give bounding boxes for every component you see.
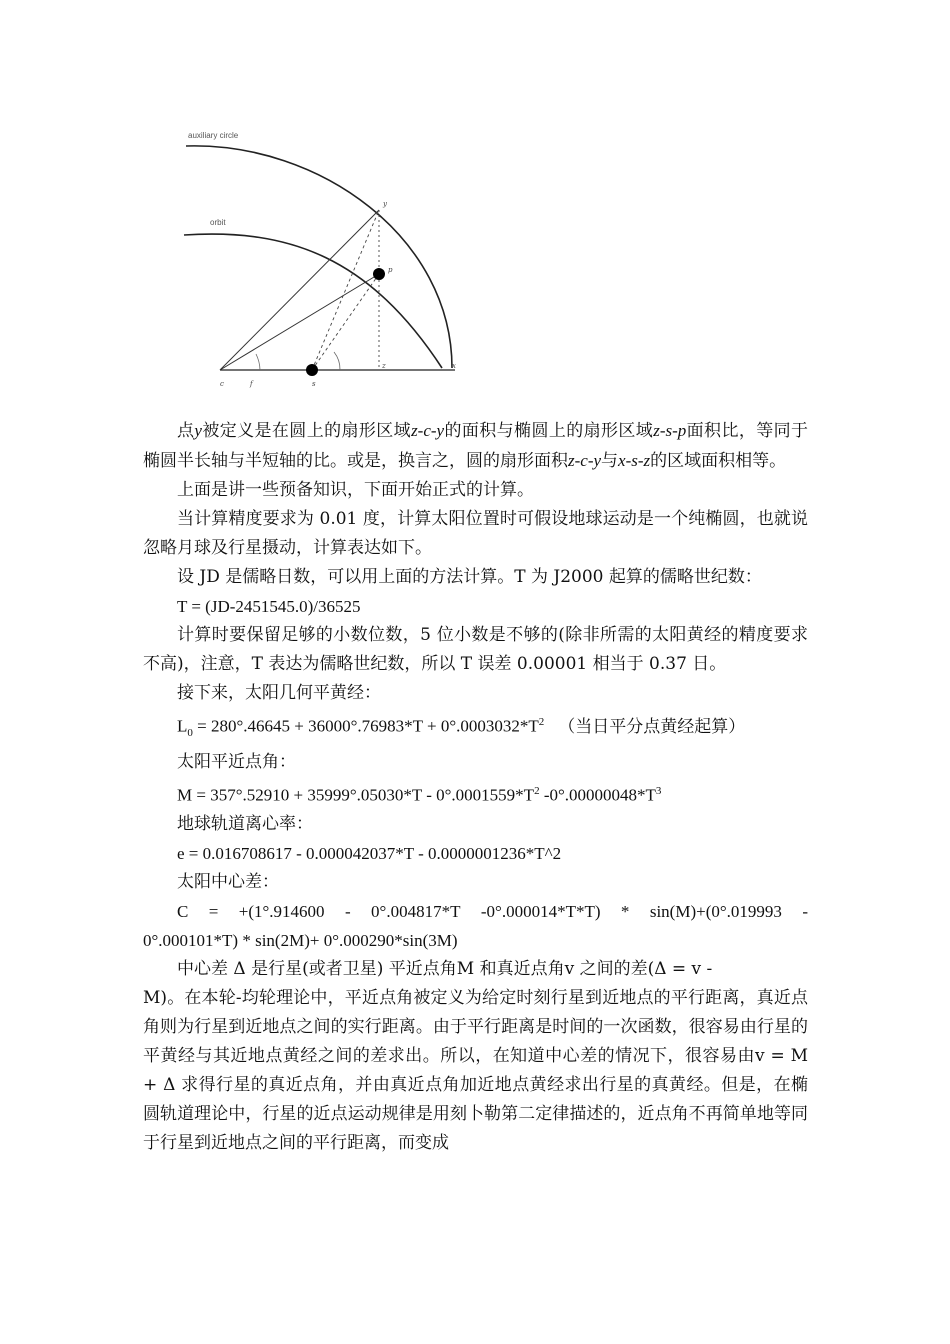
document-body — [143, 416, 808, 1158]
paragraph-mean-longitude: 接下来，太阳几何平黄经： — [177, 683, 381, 703]
line-s-y — [312, 210, 379, 370]
text-run: 的面积与椭圆上的扇形区域 — [444, 421, 654, 441]
formula-token: - — [802, 901, 808, 921]
point-s: s — [312, 380, 316, 388]
var-y: y — [194, 421, 202, 440]
formula-token: * — [620, 901, 630, 921]
point-f: f — [250, 380, 253, 388]
superscript: 2 — [534, 785, 540, 798]
formula-c-line1 — [143, 897, 808, 926]
auxiliary-circle-label: auxiliary circle — [188, 131, 239, 140]
auxiliary-circle-arc — [186, 146, 452, 368]
superscript: 3 — [655, 785, 662, 798]
sun-marker — [306, 364, 318, 376]
formula-token: sin(M)+(0°.019993 — [649, 901, 782, 921]
text-run: 被定义是在圆上的扇形区域 — [201, 421, 412, 441]
formula-e: e = 0.016708617 - 0.000042037*T - 0.0000001236*T^2 — [177, 843, 562, 863]
formula-token: - — [344, 901, 351, 921]
superscript: 2 — [538, 716, 545, 728]
point-z: z — [382, 362, 386, 370]
paragraph-julian-day: 设 JD 是儒略日数，可以用上面的方法计算。T 为 J2000 起算的儒略世纪数： — [177, 567, 762, 587]
formula-t: T = (JD-2451545.0)/36525 — [177, 597, 361, 616]
formula-l0 — [143, 708, 808, 748]
angle-mark-1 — [256, 354, 260, 370]
formula-token: C — [177, 901, 189, 921]
formula-token: 0°.004817*T — [371, 901, 461, 921]
text-run: -0°.00000048*T — [539, 785, 656, 805]
var-zcy: z-c-y — [411, 421, 445, 440]
orbit-ellipse-arc — [184, 234, 442, 368]
formula-token: +(1°.914600 — [238, 901, 325, 921]
var-zcy: z-c-y — [568, 451, 602, 470]
paragraph-mean-anomaly: 太阳平近点角： — [177, 752, 296, 773]
line-f-p — [220, 274, 379, 370]
point-y: y — [383, 200, 387, 208]
formula-note: （当日平分点黄经起算） — [558, 716, 746, 737]
line-c-y — [220, 210, 379, 370]
paragraph-center-difference: M)。在本轮-均轮理论中，平近点角被定义为给定时刻行星到近地点的平行距离，真近点角则为行星到近地点之间的实行距离。由于平行距离是时间的一次函数，很容易由行星的平黄经与其近地点黄经之间的差求出。所以，在知道中心差的情况下，很容易由v = M + Δ 求得行星的真近点角，并由真近点角加近地点黄经求出行星的真黄经。但是，在椭圆轨道理论中，行星的近点运动规律是用刻卜勒第二定律描述的，近点角不再简单地等同于行星到近地点之间的平行距离，而变成 — [143, 987, 808, 1153]
line-s-p — [312, 274, 379, 370]
var-zsp: z-s-p — [653, 421, 687, 440]
paragraph-accuracy: 当计算精度要求为 0.01 度，计算太阳位置时可假设地球运动是一个纯椭圆，也就说忽略月球及行星摄动，计算表达如下。 — [143, 509, 808, 558]
formula-m — [143, 777, 808, 810]
text-run: 与 — [601, 451, 619, 471]
text-run: M = 357°.52910 + 35999°.05030*T - 0°.0001559*T — [177, 785, 535, 805]
point-c: c — [220, 380, 224, 388]
orbit-label: orbit — [210, 218, 226, 227]
paragraph-sector-definition — [143, 416, 808, 476]
var-xsz: x-s-z — [618, 451, 651, 470]
text-run: 点 — [177, 421, 195, 441]
paragraph-precision: 计算时要保留足够的小数位数，5 位小数是不够的(除非所需的太阳黄经的精度要求不高)，注意，T 表达为儒略世纪数，所以 T 误差 0.00001 相当于 0.37 日。 — [143, 625, 808, 674]
text-run: 的区域面积相等。 — [650, 451, 787, 471]
text-run: = 280°.46645 + 36000°.76983*T + 0°.0003032*T — [192, 716, 539, 736]
paragraph-intro: 上面是讲一些预备知识，下面开始正式的计算。 — [177, 480, 534, 500]
planet-marker — [373, 268, 385, 280]
text-run: L — [177, 716, 188, 736]
subscript: 0 — [187, 727, 193, 740]
text-run: 面积比，等同于椭圆半长轴与半短轴的比。或是，换言之，圆的扇形面积 — [143, 421, 809, 471]
kepler-geometry-diagram — [180, 128, 470, 398]
paragraph-center-difference-line1: 中心差 Δ 是行星(或者卫星) 平近点角M 和真近点角v 之间的差(Δ = v - — [177, 958, 713, 979]
paragraph-center-equation: 太阳中心差： — [177, 871, 279, 892]
angle-mark-2 — [334, 352, 340, 370]
formula-c-line2: 0°.000101*T) * sin(2M)+ 0°.000290*sin(3M) — [143, 930, 458, 950]
formula-token: -0°.000014*T*T) — [480, 901, 601, 921]
point-p: p — [388, 266, 393, 274]
paragraph-eccentricity: 地球轨道离心率： — [177, 813, 313, 834]
formula-token: = — [208, 901, 219, 921]
point-x: x — [452, 362, 456, 370]
